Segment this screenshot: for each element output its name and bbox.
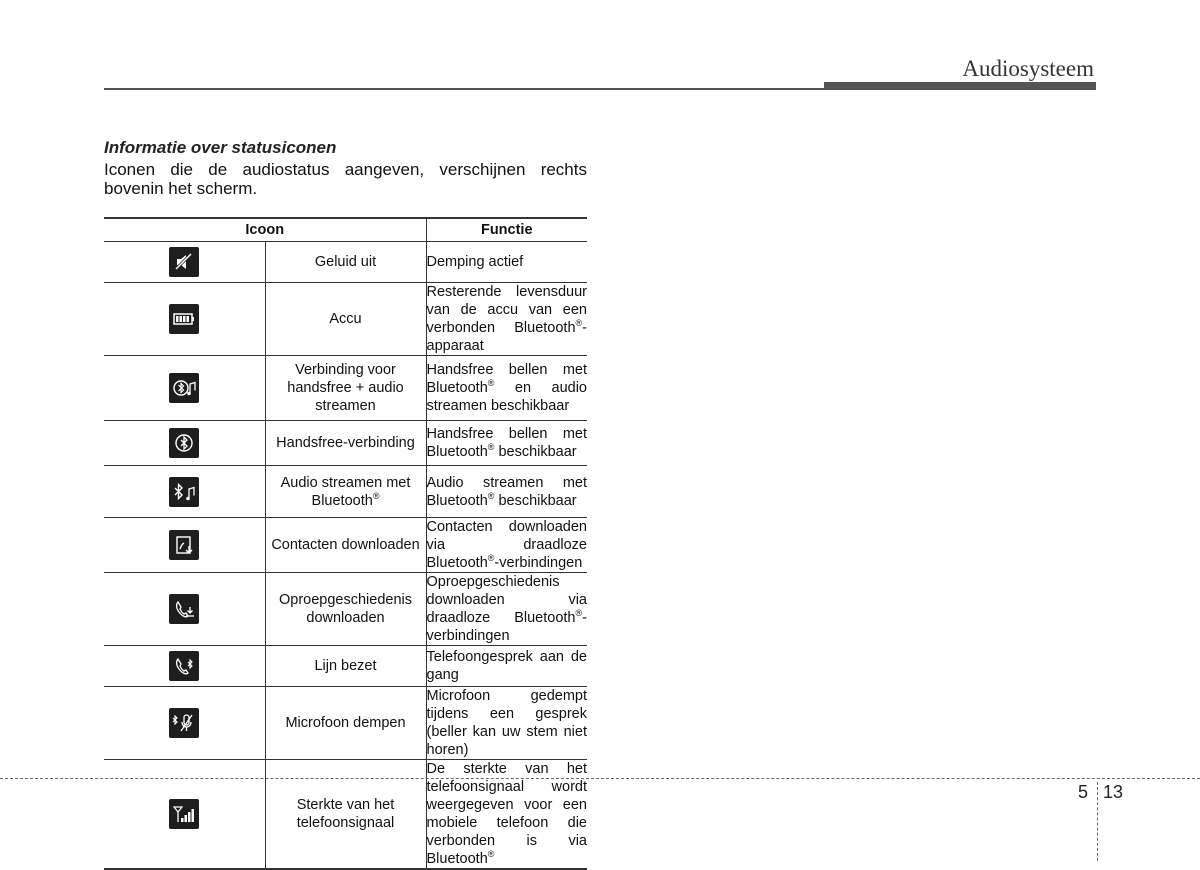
- call-history-download-icon: [169, 594, 199, 624]
- row-function: Contacten downloaden via draadloze Bluetooth®-verbindingen: [426, 519, 587, 571]
- table-row: [104, 283, 587, 356]
- contacts-download-icon: [169, 530, 199, 560]
- table-row: [104, 646, 587, 687]
- battery-icon: [169, 304, 199, 334]
- bluetooth-handsfree-audio-icon: [169, 373, 199, 403]
- section-heading: Informatie over statusiconen: [104, 138, 337, 157]
- status-icon-table: [104, 217, 587, 870]
- table-row: [104, 687, 587, 760]
- mic-mute-icon: [169, 708, 199, 738]
- row-function: Telefoongesprek aan de gang: [426, 646, 587, 687]
- row-name: Accu: [265, 283, 426, 356]
- table-row: [104, 573, 587, 646]
- row-name: Microfoon dempen: [265, 687, 426, 760]
- header-rule: [104, 88, 824, 90]
- row-name: Handsfree-verbinding: [265, 421, 426, 466]
- table-row: [104, 242, 587, 283]
- row-function: Handsfree bellen met Bluetooth® en audio streamen beschikbaar: [426, 356, 587, 421]
- header-rule-accent: [824, 82, 1096, 90]
- footer-page-divider: [1097, 782, 1098, 861]
- row-function: Resterende levensduur van de accu van een verbonden Bluetooth®-apparaat: [426, 284, 587, 354]
- signal-strength-icon: [169, 799, 199, 829]
- row-function: Audio streamen met Bluetooth® beschikbaar: [426, 466, 587, 518]
- row-function: De sterkte van het telefoonsignaal wordt weergegeven voor een mobiele telefoon die verbonden is via Bluetooth®: [426, 761, 587, 867]
- row-name: Audio streamen met Bluetooth®: [265, 466, 426, 518]
- table-row: [104, 356, 587, 421]
- bluetooth-handsfree-icon: [169, 428, 199, 458]
- bluetooth-audio-icon: [169, 477, 199, 507]
- footer-dashed-rule: [0, 778, 1200, 779]
- row-function: Demping actief: [426, 242, 587, 283]
- row-name: Geluid uit: [265, 242, 426, 283]
- page-number: 13: [1103, 782, 1124, 802]
- row-name: Contacten downloaden: [265, 518, 426, 573]
- intro-paragraph: Iconen die de audiostatus aangeven, verschijnen rechts bovenin het scherm.: [104, 160, 587, 198]
- row-function: Oproepgeschiedenis downloaden via draadloze Bluetooth®-verbindingen: [426, 574, 587, 644]
- row-name: Verbinding voor handsfree + audio streamen: [265, 356, 426, 421]
- row-name: Sterkte van het telefoonsignaal: [265, 760, 426, 870]
- row-name: Oproepgeschiedenis downloaden: [265, 573, 426, 646]
- table-row: [104, 760, 587, 870]
- column-header-icon: Icoon: [104, 218, 426, 242]
- table-row: [104, 421, 587, 466]
- table-row: [104, 518, 587, 573]
- line-busy-icon: [169, 651, 199, 681]
- column-header-function: Functie: [426, 218, 587, 242]
- mute-icon: [169, 247, 199, 277]
- table-header-row: [104, 218, 587, 242]
- row-name: Lijn bezet: [265, 646, 426, 687]
- page-header-title: Audiosysteem: [962, 56, 1094, 81]
- row-function: Handsfree bellen met Bluetooth® beschikbaar: [426, 421, 587, 466]
- table-row: [104, 466, 587, 518]
- row-function: Microfoon gedempt tijdens een gesprek (beller kan uw stem niet horen): [426, 688, 587, 758]
- chapter-number: 5: [1078, 782, 1089, 802]
